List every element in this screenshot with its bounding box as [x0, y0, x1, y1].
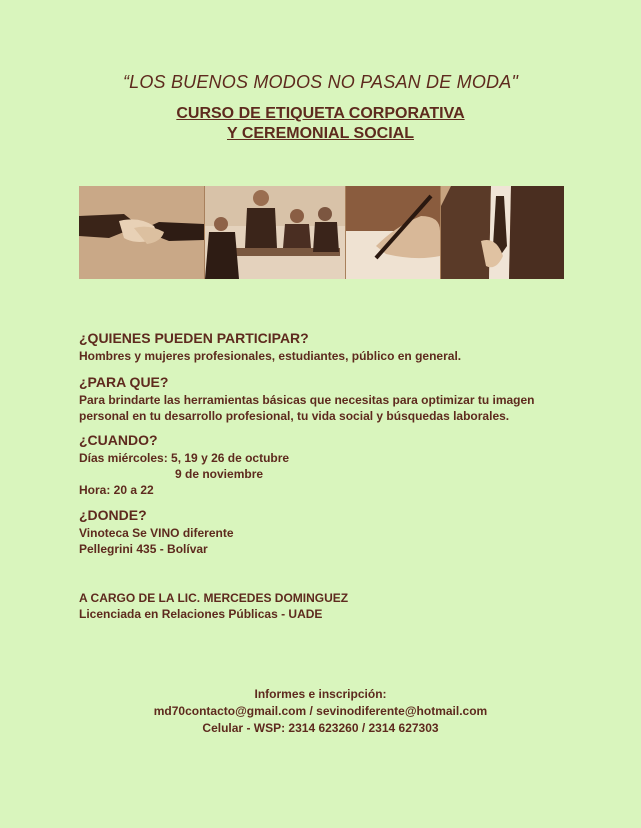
- section-instructor: [79, 590, 579, 622]
- text-donde-line2: Pellegrini 435 - Bolívar: [79, 542, 208, 556]
- section-paraque: [79, 374, 579, 424]
- heading-donde: ¿DONDE?: [79, 507, 147, 523]
- section-cuando: [79, 432, 579, 498]
- text-cuando-line1: Días miércoles: 5, 19 y 26 de octubre: [79, 451, 290, 465]
- photo-banner: [79, 186, 564, 279]
- businessman-photo: [441, 186, 564, 279]
- text-paraque-line1: Para brindarte las herramientas básicas que necesitas para optimizar tu imagen: [79, 393, 535, 407]
- course-title-line1: CURSO DE ETIQUETA CORPORATIVA: [176, 105, 465, 122]
- handshake-photo: [79, 186, 204, 279]
- heading-paraque: ¿PARA QUE?: [79, 374, 169, 390]
- text-quienes: Hombres y mujeres profesionales, estudiantes, público en general.: [79, 349, 462, 363]
- contact-heading: Informes e inscripción:: [254, 687, 387, 701]
- meeting-photo: [205, 186, 345, 279]
- section-quienes: [79, 330, 579, 364]
- instructor-title: Licenciada en Relaciones Públicas - UADE: [79, 607, 323, 621]
- contact-phones: Celular - WSP: 2314 623260 / 2314 627303: [202, 721, 439, 735]
- text-donde-line1: Vinoteca Se VINO diferente: [79, 526, 234, 540]
- slogan: “LOS BUENOS MODOS NO PASAN DE MODA": [122, 72, 519, 92]
- course-title-line2: Y CEREMONIAL SOCIAL: [227, 125, 414, 142]
- text-cuando-line3: Hora: 20 a 22: [79, 483, 154, 497]
- text-cuando-line2: 9 de noviembre: [175, 467, 264, 481]
- instructor-name: A CARGO DE LA LIC. MERCEDES DOMINGUEZ: [79, 591, 349, 605]
- contact-block: [0, 686, 641, 737]
- text-paraque-line2: personal en tu desarrollo profesional, tu vida social y búsquedas laborales.: [79, 409, 510, 423]
- heading-quienes: ¿QUIENES PUEDEN PARTICIPAR?: [79, 330, 309, 346]
- contact-emails: md70contacto@gmail.com / sevinodiferente@hotmail.com: [153, 704, 488, 718]
- heading-cuando: ¿CUANDO?: [79, 432, 158, 448]
- section-donde: [79, 507, 579, 557]
- writing-photo: [346, 186, 440, 279]
